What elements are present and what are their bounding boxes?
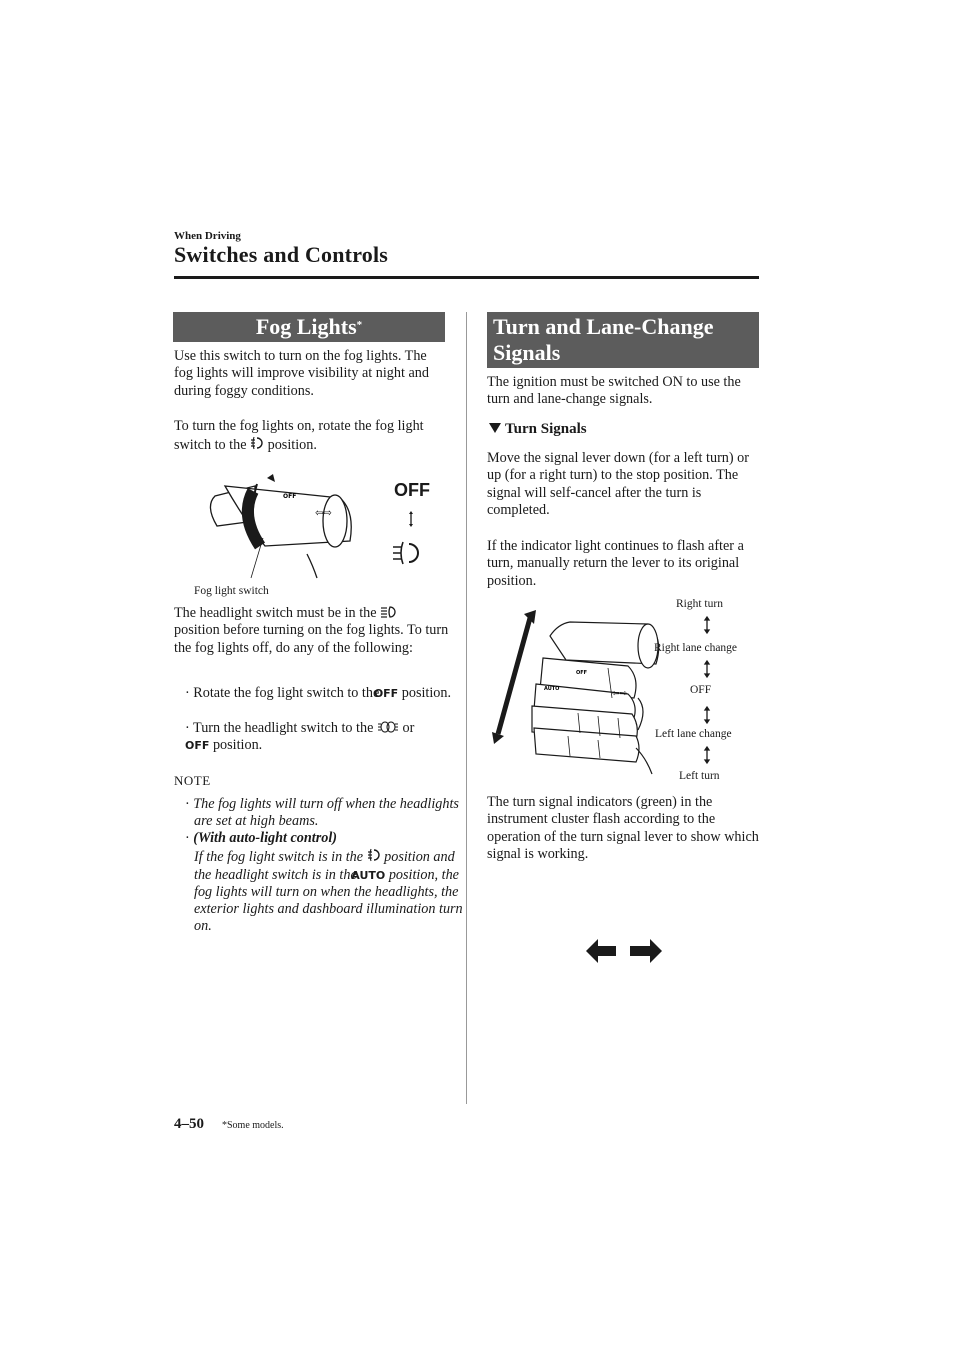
note1-text: The fog lights will turn off when the headlights are set at high beams.	[193, 796, 459, 830]
header-rule	[174, 276, 759, 279]
turn-indicator-arrows	[584, 938, 664, 964]
note-item-1	[180, 796, 464, 831]
note-heading: NOTE	[174, 773, 211, 788]
fog-lights-heading-text: Fog Lights	[255, 314, 357, 339]
svg-text:OFF: OFF	[576, 670, 588, 676]
left-arrow-icon	[586, 939, 616, 963]
note-item-2	[180, 830, 464, 936]
column-divider	[466, 312, 467, 1104]
fog-off-bullet-1	[180, 685, 464, 702]
headlight-symbol-icon	[380, 605, 400, 619]
some-models-mark: *	[356, 319, 363, 331]
turn-signals-subheading	[489, 421, 587, 438]
label-right-lane-change: Right lane change	[654, 642, 738, 654]
label-off: OFF	[690, 684, 712, 696]
headlight-text-a: The headlight switch must be in the	[174, 605, 377, 621]
bullet2-text-b: position.	[212, 737, 263, 754]
bullet-dot: ·	[185, 720, 190, 736]
off-glyph: OFF	[185, 739, 210, 753]
auto-glyph: AUTO	[351, 868, 386, 882]
page-title: Switches and Controls	[174, 242, 389, 267]
headlight-text-b: position before turning on the fog lights. To turn the fog lights off, do any of the following:	[174, 622, 449, 656]
subheading-text: Turn Signals	[505, 421, 587, 437]
label-right-turn: Right turn	[676, 598, 723, 610]
bullet-dot: ·	[185, 685, 190, 701]
bullet-dot: ·	[185, 796, 190, 812]
note2-text-a: If the fog light switch is in the	[194, 849, 364, 866]
bullet2-text-a: Turn the headlight switch to the	[193, 720, 374, 736]
fog-off-bullet-2	[180, 720, 464, 755]
svg-text:AUTO: AUTO	[544, 686, 560, 692]
fog-on-paragraph	[174, 418, 449, 455]
label-left-turn: Left turn	[679, 770, 720, 782]
turn-signals-heading: Turn and Lane-Change Signals	[487, 312, 759, 368]
fig-off-label: OFF	[394, 480, 430, 500]
fog-on-text-a: To turn the fog lights on, rotate the fog light switch to the	[174, 418, 424, 454]
label-left-lane-change: Left lane change	[655, 728, 732, 740]
bullet1-text-b: position.	[401, 685, 452, 701]
indicator-return-paragraph: If the indicator light continues to flash after a turn, manually return the lever to its original position.	[487, 538, 744, 589]
section-label: When Driving	[174, 230, 241, 242]
turn-signal-lever-figure	[488, 598, 760, 790]
fog-intro-paragraph: Use this switch to turn on the fog lights. The fog lights will improve visibility at night and during foggy conditions.	[174, 348, 429, 399]
fog-light-symbol-icon	[250, 435, 264, 451]
footnote: *Some models.	[222, 1120, 284, 1131]
off-glyph: OFF	[373, 687, 399, 700]
fog-switch-caption: Fog light switch	[194, 585, 269, 597]
note2-condition: (With auto-light control)	[193, 830, 338, 846]
fog-lights-heading	[173, 312, 445, 342]
bullet1-text-a: Rotate the fog light switch to the	[193, 685, 380, 701]
parking-light-symbol-icon	[377, 721, 399, 733]
right-arrow-icon	[630, 939, 662, 963]
bullet2-or: or	[402, 720, 415, 736]
note2-text-c: position, the fog lights will turn on when the headlights, the exterior lights and dashboard illumination turn on.	[194, 866, 463, 935]
indicator-flash-paragraph: The turn signal indicators (green) in the instrument cluster flash according to the operation of the turn signal lever to show which signal is working.	[487, 794, 759, 862]
signal-lever-paragraph: Move the signal lever down (for a left turn) or up (for a right turn) to the stop position. The signal will self-cancel after the turn is completed.	[487, 450, 749, 518]
triangle-marker-icon	[489, 423, 501, 433]
fog-on-text-b: position.	[267, 437, 317, 454]
note2-text-b: position and the headlight switch is in the	[194, 849, 455, 883]
bullet-dot: ·	[185, 830, 190, 846]
headlight-requirement-paragraph	[174, 605, 449, 657]
ignition-paragraph: The ignition must be switched ON to use the turn and lane-change signals.	[487, 374, 741, 408]
svg-text:⇦⇨: ⇦⇨	[612, 689, 628, 699]
fog-light-symbol-icon	[367, 847, 381, 863]
svg-text:⇦⇨: ⇦⇨	[315, 508, 332, 519]
svg-text:OFF: OFF	[283, 493, 297, 500]
page-number: 4–50	[174, 1116, 204, 1132]
